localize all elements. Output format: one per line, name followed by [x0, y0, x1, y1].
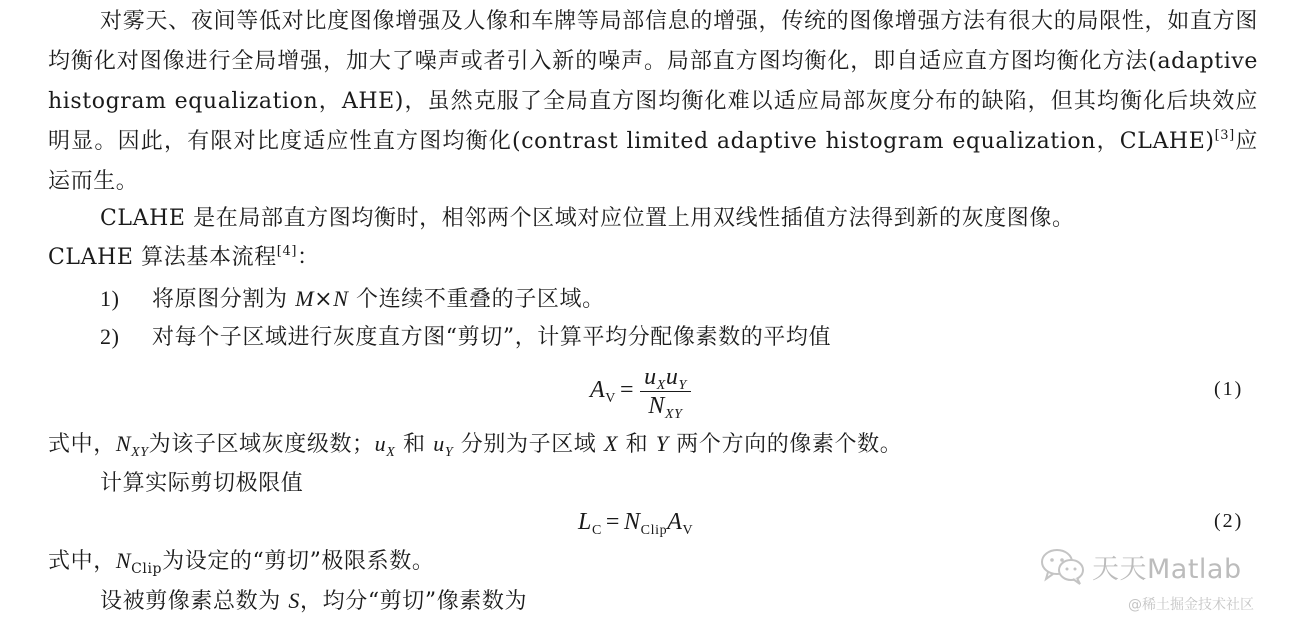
clipped-pixels-b: ，均分“剪切”像素数为 [300, 589, 528, 614]
step-2-number: 2) [100, 324, 120, 349]
citation-4: [4] [276, 244, 297, 259]
step-1 [100, 285, 605, 314]
step-1-n: N [333, 286, 349, 311]
eq1-u2: u [665, 363, 679, 390]
eq1-u1: u [644, 363, 657, 390]
eq2-explanation-prefix: 式中， [48, 549, 116, 574]
eq1-explanation-u2: u [433, 431, 445, 456]
eq2-explanation-b: 为设定的“剪切”极限系数。 [162, 549, 435, 574]
eq2-n-sub: Clip [640, 523, 668, 538]
eq1-explanation-u1-sub: X [386, 445, 396, 460]
eq2-n: N [624, 509, 641, 535]
eq1-n-sub: XY [665, 406, 683, 422]
paragraph-intro-text: 对雾天、夜间等低对比度图像增强及人像和车牌等局部信息的增强，传统的图像增强方法有很大的局限性，如直方图均衡化对图像进行全局增强，加大了噪声或者引入新的噪声。局部直方图均衡化，即自适应直方图均衡化方法(adaptive histogram equalization，AHE)，虽然克服了全局直方图均衡化难以适应局部灰度分布的缺陷，但其均衡化后块效应明显。因此，有限对比度适应性直方图均衡化(contrast limited adaptive histogram equalization，CLAHE) [48, 9, 1258, 154]
equation-1 [590, 362, 691, 422]
clahe-flow-heading [48, 244, 320, 272]
step-1-number: 1) [100, 286, 120, 311]
step-2-text: 对每个子区域进行灰度直方图“剪切”，计算平均分配像素数的平均值 [152, 325, 832, 350]
eq1-explanation-prefix: 式中， [48, 432, 116, 457]
equation-2-number: (2) [1214, 510, 1244, 532]
wechat-icon [1040, 546, 1086, 586]
eq1-n: N [648, 392, 666, 419]
equation-2 [578, 508, 693, 536]
equation-1-number: (1) [1214, 378, 1244, 400]
step-1-m: M [295, 286, 315, 311]
eq1-denominator [640, 392, 691, 422]
eq1-numerator [640, 364, 691, 392]
eq1-lhs-sub: V [605, 391, 616, 406]
eq1-explanation-u2-sub: Y [444, 445, 454, 460]
step-1-text-b: 个连续不重叠的子区域。 [348, 287, 605, 312]
eq2-explanation-n-sub: Clip [131, 561, 163, 577]
eq1-explanation-x: X [604, 431, 619, 456]
eq1-explanation-n-sub: XY [131, 445, 149, 460]
eq1-explanation-d: 分别为子区域 [453, 432, 605, 457]
step-2 [100, 323, 831, 352]
paragraph-intro-end: 应运而生。 [48, 129, 1258, 194]
eq2-l: L [578, 509, 592, 535]
clahe-flow-colon: ： [297, 245, 320, 270]
eq2-a-sub: V [682, 523, 694, 538]
eq1-explanation-b: 为该子区域灰度级数； [148, 432, 375, 457]
step-1-times: × [314, 287, 334, 312]
watermark-text: 天天Matlab [1092, 553, 1242, 585]
paragraph-intro [48, 2, 1258, 202]
clip-limit-intro: 计算实际剪切极限值 [100, 471, 304, 496]
eq1-fraction [640, 363, 691, 422]
clipped-pixels-a: 设被剪像素总数为 [100, 589, 289, 614]
eq1-explanation-y: Y [655, 431, 669, 456]
eq1-explanation-u1: u [374, 431, 387, 456]
clahe-description-text: CLAHE 是在局部直方图均衡时，相邻两个区域对应位置上用双线性插值方法得到新的灰度图像。 [100, 206, 1075, 231]
watermark-sub: @稀土掘金技术社区 [1128, 597, 1254, 613]
eq1-explanation [48, 430, 902, 459]
eq1-explanation-c: 和 [395, 432, 434, 457]
eq2-a: A [667, 509, 683, 535]
eq2-equals: = [605, 509, 621, 535]
clahe-flow-heading-text: CLAHE 算法基本流程 [48, 245, 277, 270]
clipped-pixels-line [100, 587, 527, 616]
clahe-description [100, 205, 1075, 233]
eq1-explanation-e: 和 [618, 432, 656, 457]
clipped-pixels-s: S [288, 588, 301, 613]
eq2-explanation-n: N [115, 548, 132, 573]
watermark-main [1040, 546, 1242, 586]
eq1-equals: = [619, 377, 635, 403]
step-1-text-a: 将原图分割为 [152, 287, 296, 312]
eq1-lhs: A [590, 377, 606, 403]
eq1-explanation-f: 两个方向的像素个数。 [668, 432, 903, 457]
eq2-explanation [48, 547, 434, 576]
eq2-l-sub: C [591, 523, 602, 538]
eq1-u2-sub: Y [678, 377, 687, 393]
eq1-u1-sub: X [656, 377, 666, 393]
eq1-explanation-n: N [115, 431, 132, 456]
citation-3: [3] [1214, 128, 1235, 143]
